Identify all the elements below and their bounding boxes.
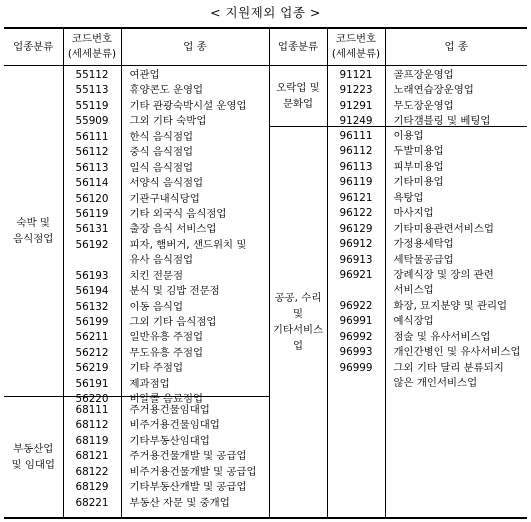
industry-code: 96991 (339, 315, 373, 328)
header-code-right (327, 28, 385, 66)
industry-name: 기타미용관련서비스업 (393, 222, 494, 235)
industry-code: 56132 (75, 300, 109, 313)
category-real-estate: 부동산업 및 임대업 (4, 397, 63, 518)
industry-name: 기타부동산개발 및 공급업 (129, 481, 247, 494)
category-entertainment: 오락업 및 문화업 (269, 66, 327, 127)
industry-code: 96993 (339, 346, 373, 359)
header-industry-left: 업 종 (121, 28, 269, 66)
industry-code: 56220 (75, 393, 109, 406)
industry-code: 68122 (75, 465, 109, 478)
header-code-line2: (세세분류) (331, 48, 381, 60)
industry-name: 서비스업 (393, 284, 434, 297)
industry-code: 91249 (339, 115, 373, 128)
industry-code: 56212 (75, 346, 109, 359)
industry-code: 56199 (75, 316, 109, 328)
industry-code: 91121 (339, 69, 373, 81)
industry-name: 여관업 (129, 69, 160, 81)
industry-name: 기관구내식당업 (129, 192, 200, 205)
industry-name: 기타부동산임대업 (129, 434, 210, 447)
industry-name: 개인간병인 및 유사서비스업 (393, 346, 521, 359)
industry-name: 골프장운영업 (393, 69, 454, 81)
industry-code: 55113 (75, 84, 109, 97)
industry-name: 비주거용건물개발 및 공급업 (129, 465, 257, 478)
industry-name: 이용업 (393, 130, 424, 142)
header-code-line1: 코드번호 (335, 33, 377, 45)
industry-code: 91223 (339, 84, 373, 97)
industry-code: 68119 (75, 434, 109, 447)
industry-name: 분식 및 김밥 전문점 (129, 285, 220, 298)
industry-code: 56192 (75, 238, 109, 251)
industry-code: 56113 (75, 161, 109, 174)
industry-code: 96122 (339, 207, 373, 220)
header-code-left (63, 28, 121, 66)
industry-code (328, 376, 385, 391)
category-accommodation: 숙박 및 음식점업 (4, 66, 63, 397)
header-industry-right: 업 종 (385, 28, 527, 66)
industry-code: 96912 (339, 238, 373, 251)
industry-name: 유사 음식점업 (129, 254, 194, 267)
industry-name: 치킨 전문점 (129, 269, 183, 282)
industry-code: 68112 (75, 419, 109, 432)
industry-name: 비알콜 음료점업 (129, 393, 204, 406)
industry-code: 96113 (339, 160, 373, 173)
industry-name: 점술 및 유사서비스업 (393, 330, 491, 343)
industry-code: 96112 (339, 145, 373, 158)
category-public-services: 공공, 수리 및 기타서비스 업 (269, 127, 327, 518)
industry-code: 68221 (75, 496, 109, 509)
codes-real-estate (63, 397, 121, 518)
header-category-right: 업종분류 (269, 28, 327, 66)
industry-name: 마사지업 (393, 207, 434, 220)
industry-name: 비주거용건물임대업 (129, 419, 220, 432)
industry-code: 56114 (75, 177, 109, 190)
names-entertainment (385, 66, 527, 127)
industry-name: 가정용세탁업 (393, 238, 454, 251)
table-row (4, 66, 527, 127)
industry-name: 주거용건물개발 및 공급업 (129, 450, 247, 463)
codes-entertainment (327, 66, 385, 127)
industry-code: 96992 (339, 330, 373, 343)
industry-name: 부동산 자문 및 중개업 (129, 496, 230, 509)
industry-code: 55112 (75, 69, 109, 81)
industry-code: 56131 (75, 223, 109, 236)
industry-name: 그외 기타 숙박업 (129, 115, 207, 128)
industry-code (328, 283, 385, 298)
industry-code: 55909 (75, 115, 109, 128)
industry-name: 장례식장 및 장의 관련 (393, 268, 494, 281)
names-public-services (385, 127, 527, 518)
industry-code: 96111 (339, 130, 373, 142)
industry-name: 기타 주점업 (129, 362, 183, 375)
codes-accommodation (63, 66, 121, 406)
industry-code: 91291 (339, 99, 373, 112)
header-category-left: 업종분류 (4, 28, 63, 66)
header-row (4, 28, 527, 66)
industry-name: 출장 음식 서비스업 (129, 223, 217, 236)
industry-name: 제과점업 (129, 377, 170, 390)
names-real-estate (121, 397, 269, 518)
industry-code: 56112 (75, 146, 109, 159)
industry-name: 한식 음식점업 (129, 130, 194, 143)
industry-name: 세탁물공급업 (393, 253, 454, 266)
industry-name: 이동 음식업 (129, 300, 183, 313)
industry-code: 56120 (75, 192, 109, 205)
industry-code: 96129 (339, 222, 373, 235)
industry-code: 96913 (339, 253, 373, 266)
industry-name: 무도유흥 주점업 (129, 346, 204, 359)
industry-name: 피부미용업 (393, 160, 444, 173)
industry-code: 68129 (75, 481, 109, 494)
codes-public-services (327, 127, 385, 518)
industry-code: 56194 (75, 285, 109, 298)
industry-name: 휴양콘도 운영업 (129, 84, 204, 97)
industry-name: 기타미용업 (393, 176, 444, 189)
header-code-line2: (세세분류) (67, 48, 117, 60)
industry-code: 56111 (75, 130, 109, 143)
industry-name: 중식 음식점업 (129, 146, 194, 159)
industry-code: 56191 (75, 377, 109, 390)
industry-name: 그외 기타 음식점업 (129, 316, 217, 328)
industry-code: 96121 (339, 191, 373, 204)
industry-code: 56211 (75, 331, 109, 344)
industry-name: 기타갬블링 및 베팅업 (393, 115, 491, 128)
industry-code: 68111 (75, 404, 109, 416)
industry-code (64, 253, 121, 268)
industry-code: 96999 (339, 361, 373, 374)
industry-code: 96119 (339, 176, 373, 189)
page-title: < 지원제외 업종 > (210, 5, 321, 20)
industry-name: 그외 기타 달리 분류되지 (393, 361, 504, 374)
industry-code: 68121 (75, 450, 109, 463)
industry-name: 않은 개인서비스업 (393, 377, 478, 389)
industry-name: 기타 외국식 음식점업 (129, 207, 227, 220)
industry-code: 56219 (75, 362, 109, 375)
industry-name: 두발미용업 (393, 145, 444, 158)
industry-name: 노래연습장운영업 (393, 84, 474, 97)
industry-name: 피자, 햄버거, 샌드위치 및 (129, 238, 247, 251)
names-accommodation (121, 66, 269, 406)
industry-code: 56119 (75, 207, 109, 220)
industry-name: 화장, 묘지분양 및 관리업 (393, 299, 508, 312)
industry-code: 96922 (339, 299, 373, 312)
industry-name: 예식장업 (393, 315, 434, 328)
industry-name: 기타 관광숙박시설 운영업 (129, 99, 247, 112)
industry-code: 96921 (339, 268, 373, 281)
industry-name: 주거용건물임대업 (129, 404, 210, 416)
industry-name: 일식 음식점업 (129, 161, 194, 174)
industry-name: 서양식 음식점업 (129, 177, 204, 190)
industry-code: 55119 (75, 99, 109, 112)
industry-name: 무도장운영업 (393, 99, 454, 112)
industry-code: 56193 (75, 269, 109, 282)
header-code-line1: 코드번호 (71, 33, 113, 45)
industry-name: 일반유흥 주점업 (129, 331, 204, 344)
industry-name: 욕탕업 (393, 191, 424, 204)
excluded-industries-table (4, 27, 527, 519)
